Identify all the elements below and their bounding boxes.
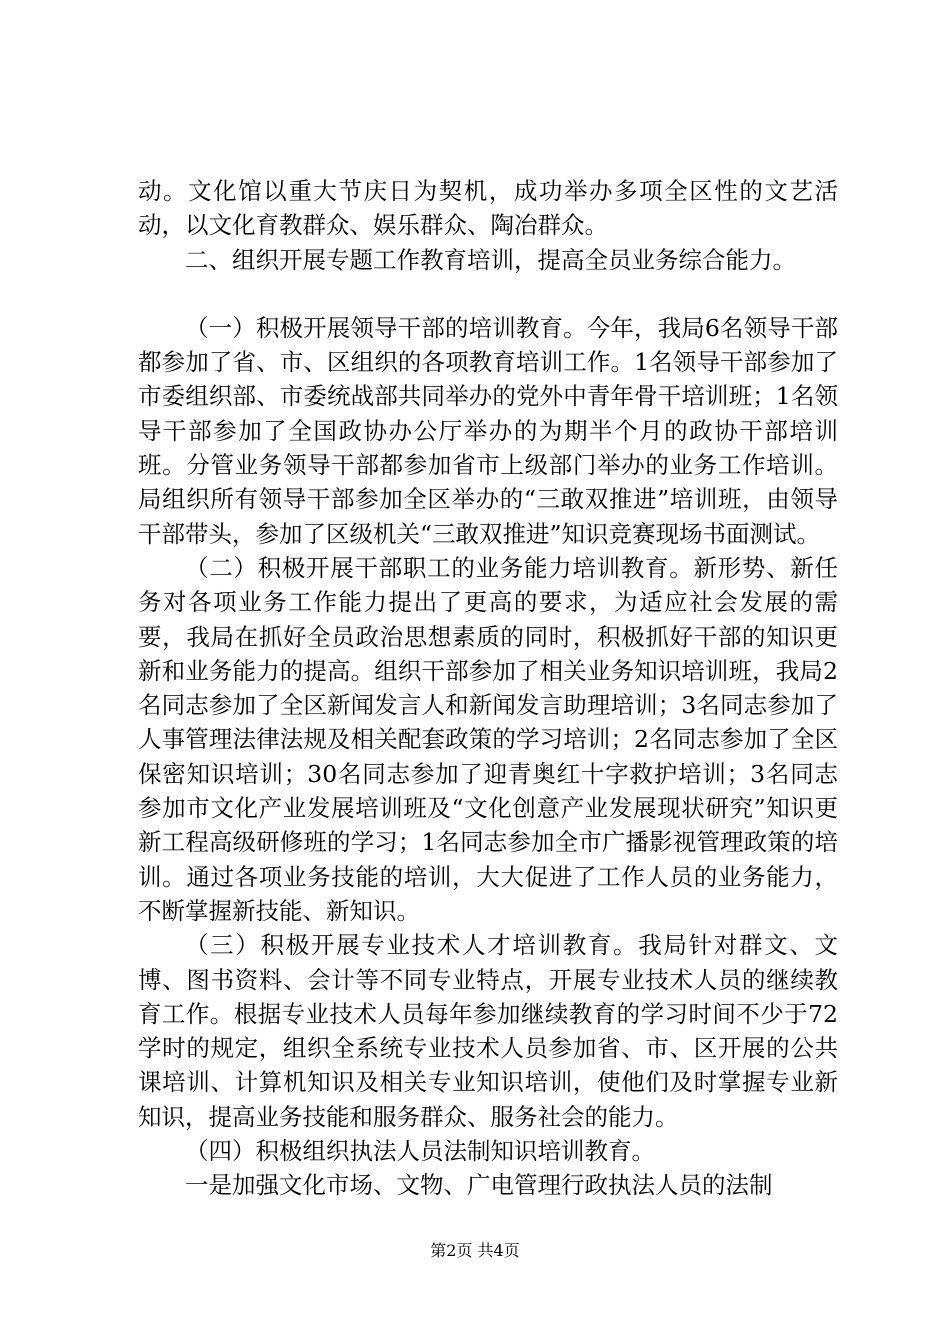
- paragraph-technical-training: （三）积极开展专业技术人才培训教育。我局针对群文、文博、图书资料、会计等不同专业特点，开展专业技术人员的继续教育工作。根据专业技术人员每年参加继续教育的学习时间不少于72学时的规定，组织全系统专业技术人员参加省、市、区开展的公共课培训、计算机知识及相关专业知识培训，使他们及时掌握专业新知识，提高业务技能和服务群众、服务社会的能力。: [138, 931, 838, 1131]
- document-body: [138, 174, 838, 1203]
- paragraph-law-enforcement-heading: （四）积极组织执法人员法制知识培训教育。: [185, 1137, 655, 1166]
- paragraph-law-enforcement-start: 一是加强文化市场、文物、广电管理行政执法人员的法制: [185, 1171, 773, 1200]
- paragraph-leader-training: （一）积极开展领导干部的培训教育。今年，我局6名领导干部都参加了省、市、区组织的各项教育培训工作。1名领导干部参加了市委组织部、市委统战部共同举办的党外中青年骨干培训班；1名领导干部参加了全国政协办公厅举办的为期半个月的政协干部培训班。分管业务领导干部都参加省市上级部门举办的业务工作培训。局组织所有领导干部参加全区举办的“三敢双推进”培训班，由领导干部带头，参加了区级机关“三敢双推进”知识竞赛现场书面测试。: [138, 313, 838, 548]
- paragraph-staff-training: （二）积极开展干部职工的业务能力培训教育。新形势、新任务对各项业务工作能力提出了更高的要求，为适应社会发展的需要，我局在抓好全员政治思想素质的同时，积极抓好干部的知识更新和业务能力的提高。组织干部参加了相关业务知识培训班，我局2名同志参加了全区新闻发言人和新闻发言助理培训；3名同志参加了人事管理法律法规及相关配套政策的学习培训；2名同志参加了全区保密知识培训；30名同志参加了迎青奥红十字救护培训；3名同志参加市文化产业发展培训班及“文化创意产业发展现状研究”知识更新工程高级研修班的学习；1名同志参加全市广播影视管理政策的培训。通过各项业务技能的培训，大大促进了工作人员的业务能力，不断掌握新技能、新知识。: [138, 553, 838, 925]
- section-heading: 二、组织开展专题工作教育培训，提高全员业务综合能力。: [185, 245, 796, 274]
- paragraph-continuation: 动。文化馆以重大节庆日为契机，成功举办多项全区性的文艺活动，以文化育教群众、娱乐群众、陶冶群众。: [138, 177, 838, 240]
- page-number-footer: 第2页 共4页: [430, 1241, 520, 1260]
